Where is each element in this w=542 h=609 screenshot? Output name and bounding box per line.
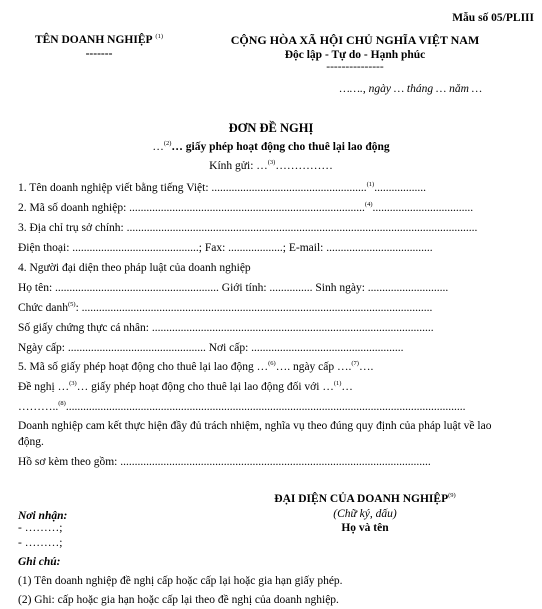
country-name: CỘNG HÒA XÃ HỘI CHỦ NGHĨA VIỆT NAM (230, 33, 480, 47)
recipient-line: Kính gửi: …$^{(3)}$…………… (209, 159, 333, 172)
field-contact: Điện thoại: ............................................; Fax: ...................; E-mail: ..................................... (18, 242, 433, 254)
company-name-placeholder: TÊN DOANH NGHIỆP $^{(1)}$ (34, 33, 164, 46)
signature-name: Họ và tên (341, 522, 389, 535)
field-company-code: 2. Mã số doanh nghiệp: ..................................................................................$^{(4)}$................................... (18, 201, 474, 214)
field-rep-title: Chức danh$^{(5)}$: .......................................................................................................................... (18, 301, 433, 314)
field-request: Đề nghị …$^{(3)}$… giấy phép hoạt động cho thuê lại lao động đối với …$^{(1)}$… (18, 380, 353, 393)
header-right-separator: --------------- (326, 60, 384, 73)
header-left-separator: ------- (85, 47, 113, 60)
note-item: (2) Ghi: cấp hoặc gia hạn hoặc cấp lại theo đề nghị của doanh nghiệp. (18, 594, 339, 606)
recipient-item: - ………; (18, 522, 63, 534)
national-motto: Độc lập - Tự do - Hạnh phúc (284, 49, 426, 62)
field-request-continued: ………..$^{(8)}$........................................................................................................................................... (18, 400, 466, 413)
field-company-name-vn: 1. Tên doanh nghiệp viết bằng tiếng Việt: ......................................................$^{(1)}$.................. (18, 181, 426, 194)
recipient-item: - ………; (18, 537, 63, 549)
field-id-number: Số giấy chứng thực cá nhân: .................................................................................................. (18, 322, 434, 334)
field-legal-rep-heading: 4. Người đại diện theo pháp luật của doanh nghiệp (18, 262, 251, 274)
notes-label: Ghi chú: (18, 556, 61, 568)
header-left (14, 34, 184, 60)
document-title: ĐƠN ĐỀ NGHỊ (228, 121, 314, 135)
commitment-line-1: Doanh nghiệp cam kết thực hiện đầy đủ trách nhiệm, nghĩa vụ theo đúng quy định của pháp luật về lao (18, 420, 492, 432)
signature-hint: (Chữ ký, dấu) (333, 507, 397, 520)
field-rep-name: Họ tên: ......................................................... Giới tính: ............... Sinh ngày: ............................ (18, 282, 449, 294)
field-head-office: 3. Địa chỉ trụ sở chính: .......................................................................................................................... (18, 222, 478, 234)
field-license-code: 5. Mã số giấy phép hoạt động cho thuê lại lao động …$^{(6)}$…. ngày cấp ….$^{(7)}$…. (18, 360, 374, 373)
form-code: Mẫu số 05/PLIII (452, 12, 534, 24)
commitment-line-2: động. (18, 436, 44, 448)
signature-title: ĐẠI DIỆN CỦA DOANH NGHIỆP$^{(9)}$ (274, 492, 456, 505)
field-issue-info: Ngày cấp: ................................................ Nơi cấp: ..................................................... (18, 342, 404, 354)
note-item: (1) Tên doanh nghiệp đề nghị cấp hoặc cấp lại hoặc gia hạn giấy phép. (18, 575, 343, 587)
document-subtitle: …$^{(2)}$… giấy phép hoạt động cho thuê lại lao động (152, 140, 390, 153)
recipients-label: Nơi nhận: (18, 510, 68, 522)
header-right (190, 34, 520, 73)
field-attached-docs: Hồ sơ kèm theo gồm: ............................................................................................................ (18, 456, 431, 468)
signature-block (250, 493, 480, 535)
date-line: ……., ngày … tháng … năm … (339, 83, 482, 95)
